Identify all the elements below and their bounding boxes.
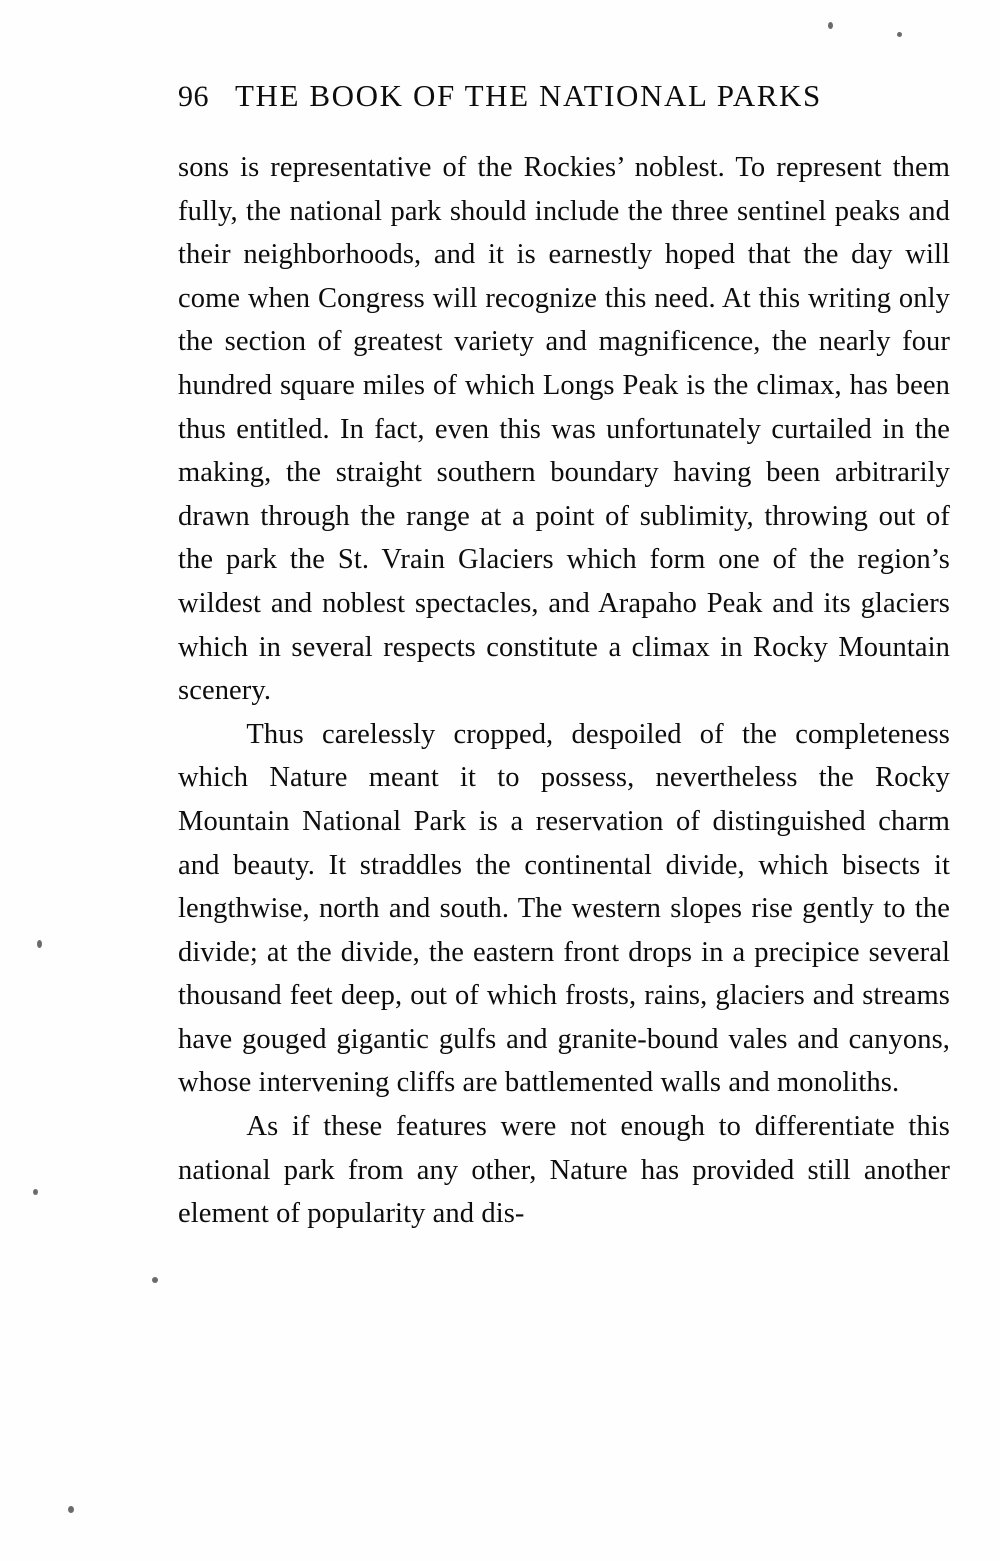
- scan-speck: [152, 1277, 158, 1283]
- scan-speck: [33, 1189, 38, 1195]
- body-text: [178, 146, 950, 1236]
- paragraph: As if these features were not enough to differentiate this national park from any other, Nature has provided still another element of popularity and dis-: [178, 1111, 950, 1230]
- scan-speck: [828, 22, 833, 29]
- scan-speck: [68, 1506, 74, 1513]
- paragraph: Thus carelessly cropped, despoiled of the completeness which Nature meant it to possess, nevertheless the Rocky Mountain National Park is a reservation of distinguished charm and beauty. It straddles the continental divide, which bisects it lengthwise, north and south. The western slopes rise gently to the divide; at the divide, the eastern front drops in a precipice several thousand feet deep, out of which frosts, rains, glaciers and streams have gouged gigantic gulfs and granite-bound vales and canyons, whose intervening cliffs are battlemented walls and monoliths.: [178, 718, 950, 1099]
- scan-speck: [897, 32, 902, 37]
- paragraph: sons is representative of the Rockies’ noblest. To represent them fully, the national park should include the three sentinel peaks and their neighborhoods, and it is earnestly hoped that the day will come when Congress will recognize this need. At this writing only the section of greatest variety and magnificence, the nearly four hundred square miles of which Longs Peak is the climax, has been thus entitled. In fact, even this was unfortunately curtailed in the making, the straight southern boundary having been arbitrarily drawn through the range at a point of sublimity, throwing out of the park the St. Vrain Glaciers which form one of the region’s wildest and noblest spectacles, and Arapaho Peak and its glaciers which in several respects constitute a climax in Rocky Mountain scenery.: [178, 152, 950, 707]
- page-header: [178, 78, 922, 114]
- page-number: 96: [178, 80, 209, 113]
- scan-speck: [37, 940, 42, 948]
- running-title: THE BOOK OF THE NATIONAL PARKS: [235, 78, 822, 113]
